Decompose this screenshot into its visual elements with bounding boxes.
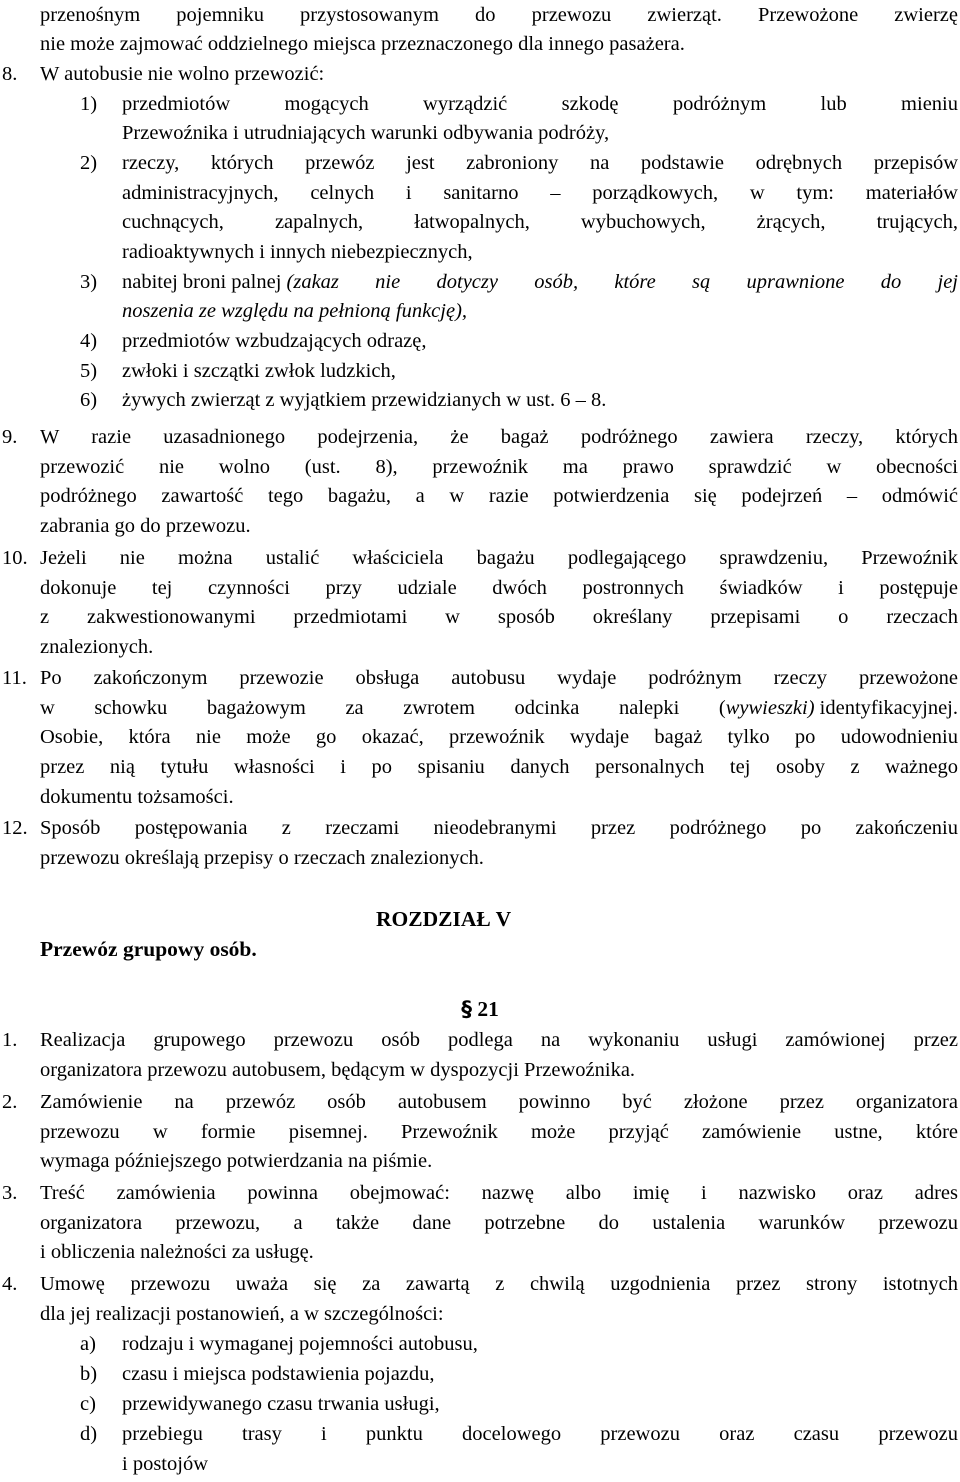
item-text: rzeczy, których przewóz jest zabroniony na podstawie odrębnych przepisów	[122, 152, 958, 174]
section-item-cont	[0, 1055, 960, 1085]
paragraph-text: przewozu określają przepisy o rzeczach znalezionych.	[40, 847, 484, 869]
paragraph-text: zabrania go do przewozu.	[40, 515, 251, 537]
paragraph-number: 12.	[2, 817, 28, 839]
paragraph-9	[0, 422, 960, 452]
item-text: cuchnących, zapalnych, łatwopalnych, wybuchowych, żrących, trujących,	[122, 211, 958, 233]
paragraph-text: Jeżeli nie można ustalić właściciela bagażu podlegającego sprawdzeniu, Przewoźnik	[40, 547, 958, 569]
section-item-cont	[0, 1208, 960, 1238]
paragraph-text: Sposób postępowania z rzeczami nieodebranymi przez podróżnego po zakończeniu	[40, 817, 958, 839]
paragraph-12	[0, 813, 960, 843]
section-item-cont	[0, 1237, 960, 1267]
paragraph-number: 8.	[2, 63, 18, 85]
sub-item-text: czasu i miejsca podstawienia pojazdu,	[122, 1363, 435, 1385]
item-number: 2)	[80, 152, 98, 174]
section-item	[0, 1269, 960, 1299]
item-number: 4.	[2, 1273, 18, 1295]
paragraph-11	[0, 663, 960, 693]
sub-item-text: rodzaju i wymaganej pojemności autobusu,	[122, 1333, 478, 1355]
paragraph-text: W razie uzasadnionego podejrzenia, że bagaż podróżnego zawiera rzeczy, których	[40, 426, 958, 448]
list-item	[0, 385, 960, 415]
item-text: organizatora przewozu, a także dane potrzebne do ustalenia warunków przewozu	[40, 1212, 958, 1234]
paragraph-line	[0, 602, 960, 632]
paragraph-line	[0, 481, 960, 511]
paragraph-text: przewozić nie wolno (ust. 8), przewoźnik ma prawo sprawdzić w obecności	[40, 456, 958, 478]
list-item-cont	[0, 178, 960, 208]
item-text: żywych zwierząt z wyjątkiem przewidzianych w ust. 6 – 8.	[122, 389, 607, 411]
sub-item-letter: a)	[80, 1333, 96, 1355]
sub-item-letter: c)	[80, 1393, 96, 1415]
item-text: wymaga późniejszego potwierdzania na piśmie.	[40, 1150, 433, 1172]
paragraph-line	[0, 722, 960, 752]
chapter-subtitle: Przewóz grupowy osób.	[40, 937, 257, 961]
chapter-title: ROZDZIAŁ V	[376, 907, 512, 931]
item-text: przedmiotów mogących wyrządzić szkodę podróżnym lub mieniu	[122, 93, 958, 115]
paragraph-text: znalezionych.	[40, 636, 154, 658]
item-text: zwłoki i szczątki zwłok ludzkich,	[122, 360, 396, 382]
paragraph-text: podróżnego zawartość tego bagażu, a w razie potwierdzenia się podejrzeń – odmówić	[40, 485, 958, 507]
list-item-cont	[0, 207, 960, 237]
section-item-cont	[0, 1117, 960, 1147]
paragraph-number: 11.	[2, 667, 27, 689]
sub-item	[0, 1329, 960, 1359]
sub-item-cont	[0, 1449, 960, 1479]
text-line: przenośnym pojemniku przystosowanym do przewozu zwierząt. Przewożone zwierzę	[40, 4, 958, 26]
item-number: 1)	[80, 93, 98, 115]
text-before: w schowku bagażowym za zwrotem odcinka nalepki (	[40, 697, 726, 719]
item-text: przedmiotów wzbudzających odrazę,	[122, 330, 427, 352]
section-item-cont	[0, 1146, 960, 1176]
item-number: 2.	[2, 1091, 18, 1113]
sub-item-letter: d)	[80, 1423, 98, 1445]
item-number: 3.	[2, 1182, 18, 1204]
text-italic: wywieszki)	[725, 697, 815, 719]
item-text: przewozu w formie pisemnej. Przewoźnik może przyjąć zamówienie ustne, które	[40, 1121, 958, 1143]
sub-item	[0, 1419, 960, 1449]
sub-item	[0, 1359, 960, 1389]
item-text	[122, 267, 958, 297]
list-item	[0, 326, 960, 356]
item-text: dla jej realizacji postanowień, a w szczególności:	[40, 1303, 444, 1325]
section-item-cont	[0, 1299, 960, 1329]
sub-item-text: przewidywanego czasu trwania usługi,	[122, 1393, 440, 1415]
sub-item-letter: b)	[80, 1363, 98, 1385]
paragraph-line	[0, 632, 960, 662]
paragraph-line	[0, 752, 960, 782]
paragraph-line	[0, 782, 960, 812]
item-number: 6)	[80, 389, 98, 411]
item-text: administracyjnych, celnych i sanitarno – porządkowych, w tym: materiałów	[122, 182, 958, 204]
item-text-italic: noszenia ze względu na pełnioną funkcję),	[122, 300, 468, 322]
paragraph-line	[0, 452, 960, 482]
item-text: Realizacja grupowego przewozu osób podlega na wykonaniu usługi zamówionej przez	[40, 1029, 958, 1051]
paragraph-text: przez nią tytułu własności i po spisaniu danych personalnych tej osoby z ważnego	[40, 756, 958, 778]
paragraph-8	[0, 59, 960, 89]
paragraph-text: Po zakończonym przewozie obsługa autobusu wydaje podróżnym rzeczy przewożone	[40, 667, 958, 689]
list-item-cont	[0, 118, 960, 148]
intro-line	[0, 29, 960, 59]
item-text-plain: nabitej broni palnej	[122, 271, 287, 293]
item-text: Treść zamówienia powinna obejmować: nazwę albo imię i nazwisko oraz adres	[40, 1182, 958, 1204]
paragraph-line	[0, 693, 960, 723]
item-text-italic: (zakaz nie dotyczy osób, które są uprawnione do jej	[286, 271, 958, 293]
sub-item	[0, 1389, 960, 1419]
section-number-value: 21	[477, 997, 499, 1021]
section-item	[0, 1178, 960, 1208]
list-item	[0, 267, 960, 297]
paragraph-text	[40, 693, 958, 723]
paragraph-number: 10.	[2, 547, 28, 569]
section-item	[0, 1025, 960, 1055]
item-number: 1.	[2, 1029, 18, 1051]
text-line: nie może zajmować oddzielnego miejsca przeznaczonego dla innego pasażera.	[40, 33, 685, 55]
list-item	[0, 356, 960, 386]
item-text: radioaktywnych i innych niebezpiecznych,	[122, 241, 473, 263]
section-sign-icon: §	[461, 997, 472, 1022]
text-after: identyfikacyjnej.	[814, 697, 958, 719]
item-text: i obliczenia należności za usługę.	[40, 1241, 314, 1263]
paragraph-text: z zakwestionowanymi przedmiotami w sposób określany przepisami o rzeczach	[40, 606, 958, 628]
list-item-cont	[0, 237, 960, 267]
item-number: 5)	[80, 360, 98, 382]
item-text: Przewoźnika i utrudniających warunki odbywania podróży,	[122, 122, 610, 144]
list-item-cont	[0, 296, 960, 326]
list-item	[0, 89, 960, 119]
sub-item-text: i postojów	[122, 1453, 208, 1475]
item-text: organizatora przewozu autobusem, będącym w dyspozycji Przewoźnika.	[40, 1059, 636, 1081]
sub-item-text: przebiegu trasy i punktu docelowego przewozu oraz czasu przewozu	[122, 1423, 958, 1445]
paragraph-line	[0, 843, 960, 873]
item-number: 3)	[80, 271, 98, 293]
paragraph-text: Osobie, która nie może go okazać, przewoźnik wydaje bagaż tylko po udowodnieniu	[40, 726, 958, 748]
paragraph-number: 9.	[2, 426, 18, 448]
paragraph-line	[0, 573, 960, 603]
section-number	[0, 994, 960, 1024]
item-text: Umowę przewozu uważa się za zawartą z chwilą uzgodnienia przez strony istotnych	[40, 1273, 958, 1295]
paragraph-text: dokonuje tej czynności przy udziale dwóch postronnych świadków i postępuje	[40, 577, 958, 599]
intro-line	[0, 0, 960, 30]
paragraph-text: W autobusie nie wolno przewozić:	[40, 63, 325, 85]
item-number: 4)	[80, 330, 98, 352]
paragraph-text: dokumentu tożsamości.	[40, 786, 234, 808]
list-item	[0, 148, 960, 178]
paragraph-line	[0, 511, 960, 541]
paragraph-10	[0, 543, 960, 573]
section-item	[0, 1087, 960, 1117]
item-text: Zamówienie na przewóz osób autobusem powinno być złożone przez organizatora	[40, 1091, 958, 1113]
